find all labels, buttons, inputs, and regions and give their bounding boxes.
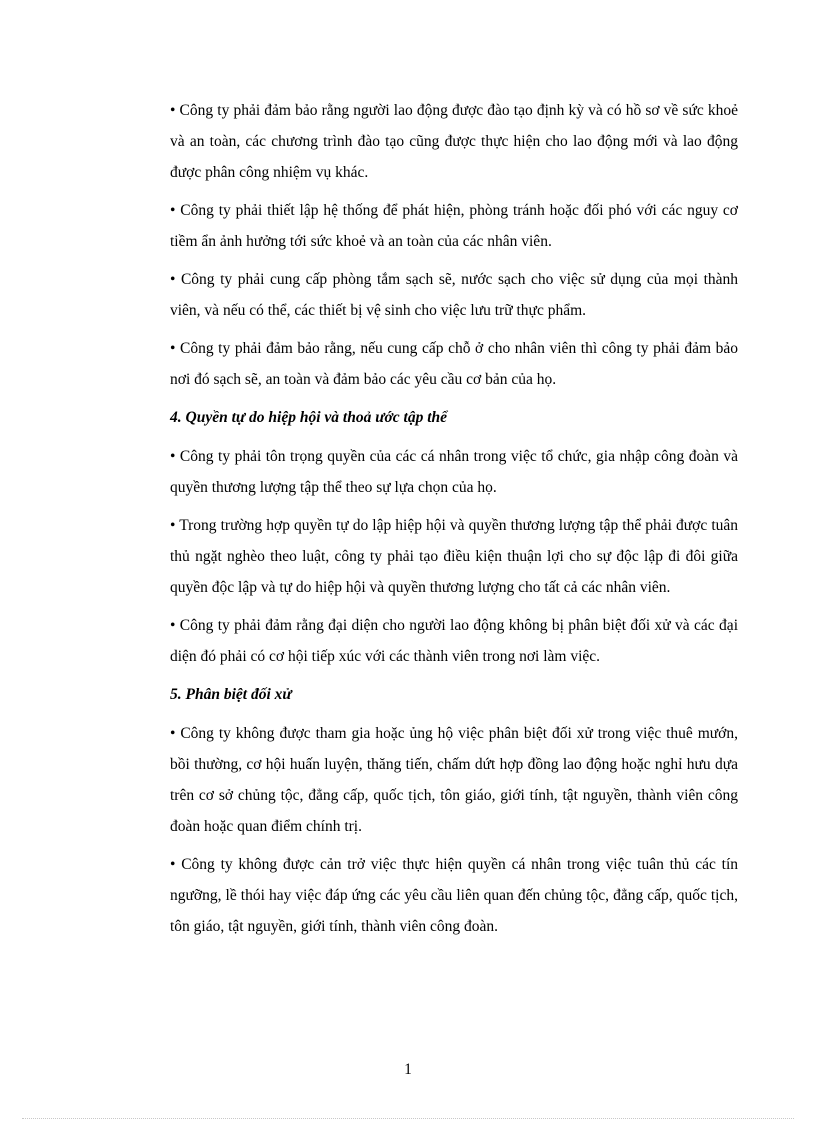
paragraph-beliefs: • Công ty không được cản trở việc thực hiện quyền cá nhân trong việc tuân thủ các tín ngưỡng, lề thói hay việc đáp ứng các yêu cầu liên quan đến chủng tộc, đẳng cấp, quốc tịch, tôn giáo, tật nguyền, giới tính, thành viên công đoàn. bbox=[170, 856, 738, 935]
paragraph-accommodation: • Công ty phải đảm bảo rằng, nếu cung cấp chỗ ở cho nhân viên thì công ty phải đảm bảo nơi đó sạch sẽ, an toàn và đảm bảo các yêu cầu cơ bản của họ. bbox=[170, 340, 738, 388]
paragraph-no-discrimination: • Công ty không được tham gia hoặc ủng hộ việc phân biệt đối xử trong việc thuê mướn, bồi thường, cơ hội huấn luyện, thăng tiến, chấm dứt hợp đồng lao động hoặc nghỉ hưu dựa trên cơ sở chủng tộc, đẳng cấp, quốc tịch, tôn giáo, giới tính, tật nguyền, thành viên công đoàn hoặc quan điểm chính trị. bbox=[170, 725, 738, 835]
paragraph-union-rights: • Công ty phải tôn trọng quyền của các cá nhân trong việc tổ chức, gia nhập công đoàn và quyền thương lượng tập thể theo sự lựa chọn của họ. bbox=[170, 448, 738, 496]
paragraph-risk-system: • Công ty phải thiết lập hệ thống để phát hiện, phòng tránh hoặc đối phó với các nguy cơ tiềm ẩn ảnh hưởng tới sức khoẻ và an toàn của các nhân viên. bbox=[170, 202, 738, 250]
footer-divider bbox=[22, 1118, 794, 1119]
page-number: 1 bbox=[404, 1061, 412, 1078]
section-heading-freedom-of-association: 4. Quyền tự do hiệp hội và thoả ước tập thể bbox=[170, 409, 448, 426]
paragraph-restricted-law: • Trong trường hợp quyền tự do lập hiệp hội và quyền thương lượng tập thể phải được tuân thủ ngặt nghèo theo luật, công ty phải tạo điều kiện thuận lợi cho sự độc lập đi đôi giữa quyền độc lập và tự do hiệp hội và quyền thương lượng cho tất cả các nhân viên. bbox=[170, 517, 738, 596]
document-body bbox=[170, 95, 738, 949]
paragraph-training: • Công ty phải đảm bảo rằng người lao động được đào tạo định kỳ và có hồ sơ về sức khoẻ và an toàn, các chương trình đào tạo cũng được thực hiện cho lao động mới và lao động được phân công nhiệm vụ khác. bbox=[170, 102, 738, 181]
section-heading-discrimination: 5. Phân biệt đối xử bbox=[170, 686, 292, 703]
paragraph-facilities: • Công ty phải cung cấp phòng tắm sạch sẽ, nước sạch cho việc sử dụng của mọi thành viên, và nếu có thể, các thiết bị vệ sinh cho việc lưu trữ thực phẩm. bbox=[170, 271, 738, 319]
paragraph-representatives: • Công ty phải đảm rằng đại diện cho người lao động không bị phân biệt đối xử và các đại diện đó phải có cơ hội tiếp xúc với các thành viên trong nơi làm việc. bbox=[170, 617, 738, 665]
